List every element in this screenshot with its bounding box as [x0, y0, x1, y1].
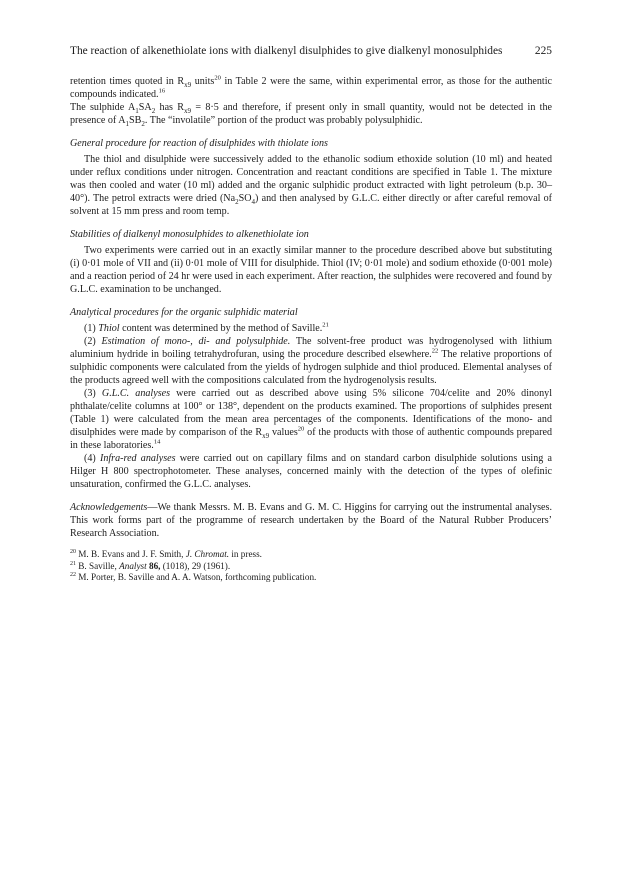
analytical-item-glc: (3) G.L.C. analyses were carried out as described above using 5% silicone 704/celite and 20% dinonyl phthalate/celite columns at 100° or 138°, dependent on the products examined. The proportions of sulphides present (Table 1) were calculated from the mean area percentages of the components. Identifications of the mono- and disulphides were made by comparison of the $R_{x9}$ values$^{20}$ of the products with those of authentic compounds prepared in these laboratories.$^{14}$ [70, 388, 552, 451]
body-text [70, 75, 552, 584]
page-number: 225 [534, 45, 552, 57]
reference-item: $^{20}$ M. B. Evans and J. F. Smith, J. Chromat. in press. [70, 548, 262, 559]
intro-paragraph-2: The sulphide $A_1SA_2$ has $R_{x9} = 8\cdot 5$ and therefore, if present only in small quantity, would not be detected in the presence of $A_1SB_2$. The “involatile” portion of the product was probably polysulphidic. [70, 102, 552, 129]
section-heading-stabilities: Stabilities of dialkenyl monosulphides to alkenethiolate ion [70, 229, 309, 240]
reference-item: $^{22}$ M. Porter, B. Saville and A. A. Watson, forthcoming publication. [70, 571, 317, 582]
analytical-item-estimation: (2) Estimation of mono-, di- and polysulphide. The solvent-free product was hydrogenolysed with lithium aluminium hydride in boiling tetrahydrofuran, using the procedure described elsewhere.$^{22}$ The relative proportions of sulphidic components were calculated from the yields of hydrogen sulphide and thiol produced. Elemental analyses of the products agreed well with the compositions calculated from the hydrogenolysis results. [70, 336, 552, 386]
stabilities-paragraph: Two experiments were carried out in an exactly similar manner to the procedure described above but substituting (i) 0·01 mole of VII and (ii) 0·01 mole of VIII for disulphide. Thiol (IV; 0·01 mole) and sodium ethoxide (0·001 mole) and a reaction period of 24 hr were used in each experiment. After reaction, the sulphides were recovered and found by G.L.C. examination to be unchanged. [70, 245, 552, 295]
intro-paragraph-1: retention times quoted in $R_{x9}$ units$^{20}$ in Table 2 were the same, within experimental error, as those for the authentic compounds indicated.$^{16}$ [70, 74, 552, 100]
running-title: The reaction of alkenethiolate ions with dialkenyl disulphides to give dialkenyl monosulphides [70, 45, 503, 57]
general-procedure-paragraph: The thiol and disulphide were successively added to the ethanolic sodium ethoxide solution (10 ml) and heated under reflux conditions under nitrogen. Concentration and reactant conditions are specified in Table 1. The mixture was then cooled and water (10 ml) added and the organic sulphidic product extracted with light petroleum (b.p. 30–40°). The petrol extracts were dried $(Na_2SO_4)$ and then analysed by G.L.C. either directly or after careful removal of solvent at 15 mm press and room temp. [70, 154, 552, 217]
analytical-item-thiol: (1) Thiol content was determined by the method of Saville.$^{21}$ [84, 321, 329, 334]
analytical-item-infrared: (4) Infra-red analyses were carried out on capillary films and on standard carbon disulphide solutions using a Hilger H 800 spectrophotometer. These analyses, concerned mainly with the detection of the types of olefinic unsaturation, confirmed the G.L.C. analyses. [70, 453, 552, 490]
acknowledgements-paragraph: Acknowledgements—We thank Messrs. M. B. Evans and G. M. C. Higgins for carrying out the instrumental analyses. This work forms part of the programme of research undertaken by the Board of the Natural Rubber Producers’ Research Association. [70, 502, 552, 539]
section-heading-general-procedure: General procedure for reaction of disulphides with thiolate ions [70, 138, 328, 149]
reference-item: $^{21}$ B. Saville, Analyst 86, (1018), 29 (1961). [70, 560, 231, 571]
section-heading-analytical: Analytical procedures for the organic sulphidic material [70, 307, 298, 318]
references-list [70, 549, 552, 584]
